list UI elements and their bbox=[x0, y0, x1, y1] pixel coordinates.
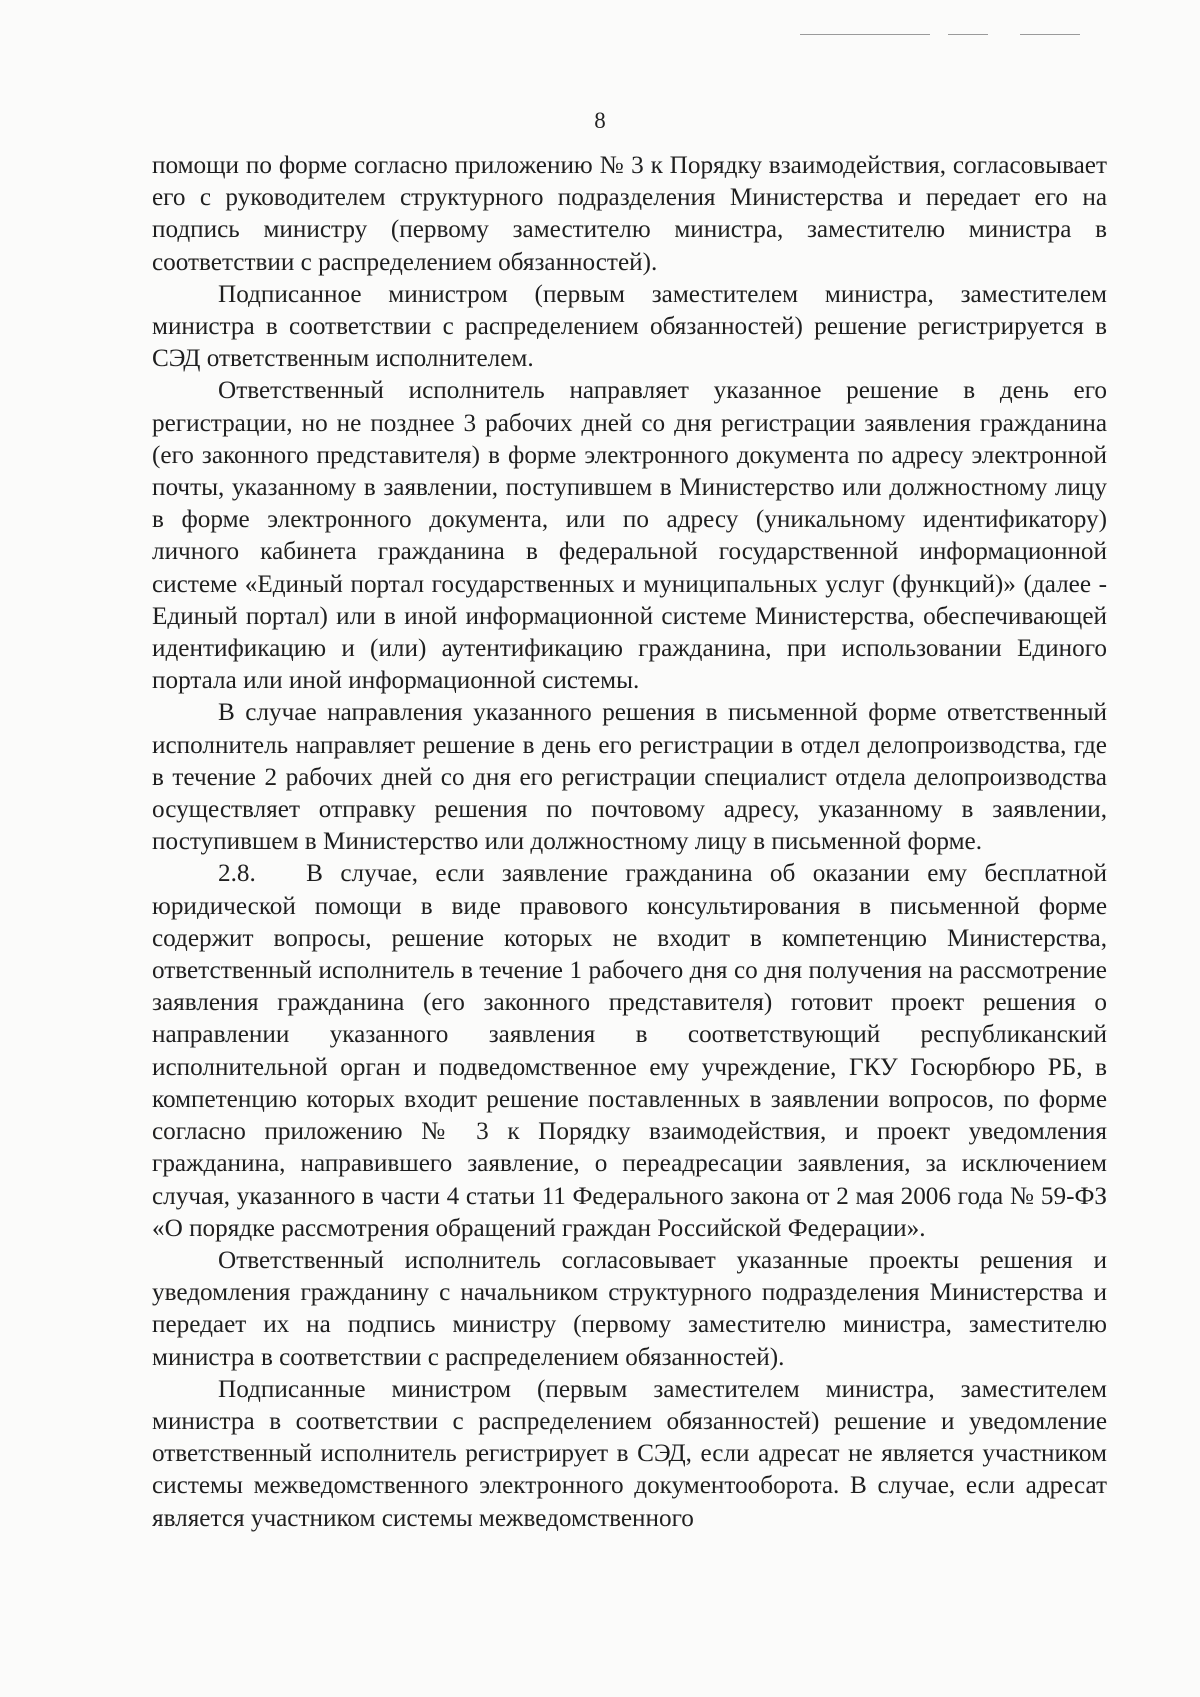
paragraph: Ответственный исполнитель направляет указанное решение в день его регистрации, но не позднее 3 рабочих дней со дня регистрации заявления гражданина (его законного представителя) в форме электронного документа по адресу электронной почты, указанному в заявлении, поступившем в Министерство или должностному лицу в форме электронного документа, или по адресу (уникальному идентификатору) личного кабинета гражданина в федеральной государственной информационной системе «Единый портал государственных и муниципальных услуг (функций)» (далее - Единый портал) или в иной информационной системе Министерства, обеспечивающей идентификацию и (или) аутентификацию гражданина, при использовании Единого портала или иной информационной системы. bbox=[152, 377, 1107, 695]
paragraph: Подписанное министром (первым заместителем министра, заместителем министра в соответствии с распределением обязанностей) решение регистрируется в СЭД ответственным исполнителем. bbox=[152, 280, 1107, 373]
document-body bbox=[152, 150, 1107, 1535]
paragraph-continuation: помощи по форме согласно приложению № 3 к Порядку взаимодействия, согласовывает его с руководителем структурного подразделения Министерства и передает его на подпись министру (первому заместителю министра, заместителю министра в соответствии с распределением обязанностей). bbox=[152, 152, 1107, 276]
paragraph: В случае направления указанного решения в письменной форме ответственный исполнитель направляет решение в день его регистрации в отдел делопроизводства, где в течение 2 рабочих дней со дня его регистрации специалист отдела делопроизводства осуществляет отправку решения по почтовому адресу, указанному в заявлении, поступившем в Министерство или должностному лицу в письменной форме. bbox=[152, 699, 1107, 856]
scan-artifact bbox=[800, 34, 930, 35]
page-number: 8 bbox=[594, 108, 606, 133]
scan-artifact bbox=[1020, 34, 1080, 35]
paragraph: Подписанные министром (первым заместителем министра, заместителем министра в соответствии с распределением обязанностей) решение и уведомление ответственный исполнитель регистрирует в СЭД, если адресат не является участником системы межведомственного электронного документооборота. В случае, если адресат является участником системы межведомственного bbox=[152, 1375, 1107, 1532]
scan-artifact bbox=[948, 34, 988, 35]
paragraph-section-2-8: 2.8. В случае, если заявление гражданина об оказании ему бесплатной юридической помощи в виде правового консультирования в письменной форме содержит вопросы, решение которых не входит в компетенцию Министерства, ответственный исполнитель в течение 1 рабочего дня со дня получения на рассмотрение заявления гражданина (его законного представителя) готовит проект решения о направлении указанного заявления в соответствующий республиканский исполнительной орган и подведомственное ему учреждение, ГКУ Госюрбюро РБ, в компетенцию которых входит решение поставленных в заявлении вопросов, по форме согласно приложению № 3 к Порядку взаимодействия, и проект уведомления гражданина, направившего заявление, о переадресации заявления, за исключением случая, указанного в части 4 статьи 11 Федерального закона от 2 мая 2006 года № 59-ФЗ «О порядке рассмотрения обращений граждан Российской Федерации». bbox=[152, 860, 1107, 1242]
paragraph: Ответственный исполнитель согласовывает указанные проекты решения и уведомления гражданину с начальником структурного подразделения Министерства и передает их на подпись министру (первому заместителю министра, заместителю министра в соответствии с распределением обязанностей). bbox=[152, 1246, 1107, 1371]
